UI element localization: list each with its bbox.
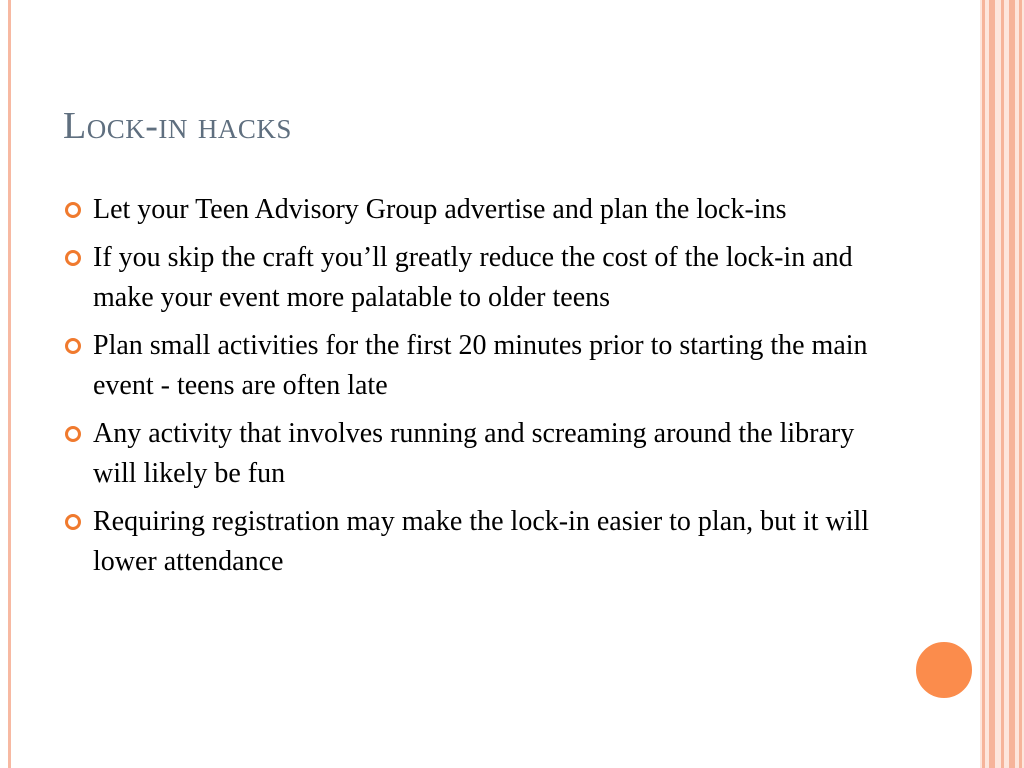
bullet-circle-icon — [65, 338, 81, 354]
bullet-item — [63, 238, 893, 318]
bullet-circle-icon — [65, 250, 81, 266]
left-border-line — [8, 0, 11, 768]
bullet-item — [63, 414, 893, 494]
bullet-item — [63, 502, 893, 582]
bullet-text: Plan small activities for the first 20 minutes prior to starting the main event - teens are often late — [93, 330, 868, 401]
bullet-circle-icon — [65, 514, 81, 530]
bullet-text: Any activity that involves running and screaming around the library will likely be fun — [93, 418, 855, 489]
decorative-circle — [914, 640, 974, 700]
bullet-item — [63, 190, 893, 230]
bullet-text: Let your Teen Advisory Group advertise and plan the lock-ins — [93, 194, 787, 225]
bullet-list — [63, 190, 893, 590]
bullet-circle-icon — [65, 202, 81, 218]
bullet-text: If you skip the craft you’ll greatly reduce the cost of the lock-in and make your event more palatable to older teens — [93, 242, 853, 313]
decorative-stripe — [989, 0, 995, 768]
decorative-stripe — [1009, 0, 1015, 768]
bullet-text: Requiring registration may make the lock-in easier to plan, but it will lower attendance — [93, 506, 870, 577]
decorative-stripe — [982, 0, 985, 768]
decorative-stripe — [1019, 0, 1022, 768]
slide-title: Lock-in hacks — [63, 105, 292, 147]
bullet-circle-icon — [65, 426, 81, 442]
bullet-item — [63, 326, 893, 406]
decorative-stripe — [1001, 0, 1004, 768]
